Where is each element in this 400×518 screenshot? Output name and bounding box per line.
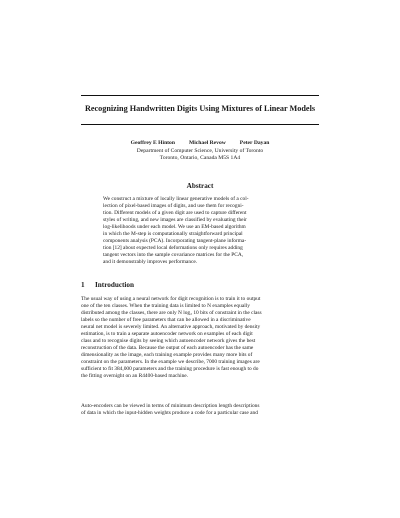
body-line: dimensionality as the image, each training example provides many more bits of bbox=[81, 352, 253, 358]
body-line: reconstruction of the data. Because the output of each autoencoder has the same bbox=[81, 345, 254, 351]
abstract-line: styles of writing, and new images are classified by evaluating their bbox=[103, 217, 247, 223]
author-names bbox=[60, 140, 340, 148]
body-line: The usual way of using a neural network for digit recognition is to train it to output bbox=[81, 296, 261, 302]
abstract-line: We construct a mixture of locally linear generative models of a col- bbox=[103, 196, 249, 202]
title-top-rule bbox=[81, 95, 319, 96]
section-title: Introduction bbox=[95, 281, 135, 289]
paper-title: Recognizing Handwritten Digits Using Mixtures of Linear Models bbox=[84, 104, 316, 113]
abstract-line: log-likelihoods under each model. We use an EM-based algorithm bbox=[103, 224, 246, 230]
body-line: estimation, is to train a separate autoencoder network on examples of each digit bbox=[81, 331, 253, 337]
body-line: neural net model is severely limited. An alternative approach, motivated by density bbox=[81, 324, 261, 330]
abstract-heading: Abstract bbox=[186, 182, 214, 190]
section-number: 1 bbox=[81, 281, 85, 289]
author-block bbox=[60, 140, 340, 163]
section-heading bbox=[81, 281, 134, 290]
body-line: distributed among the classes, there are only N log₂ 10 bits of constraint in the class bbox=[81, 310, 262, 316]
author-affiliation: Department of Computer Science, University of Toronto bbox=[136, 147, 264, 154]
abstract-line: tion. Different models of a given digit are used to capture different bbox=[103, 210, 247, 216]
abstract-line: in which the M-step is computationally straightforward principal bbox=[103, 231, 243, 237]
body-line: the fitting overnight on an R4400-based machine. bbox=[81, 373, 189, 379]
author-address: Toronto, Ontario, Canada M5S 1A4 bbox=[159, 155, 241, 162]
body-line: of data in which the input-hidden weights produce a code for a particular case and bbox=[81, 410, 258, 416]
body-line: class and to recognise digits by seeing which autoencoder network gives the best bbox=[81, 338, 256, 344]
abstract-line: tion [12] about expected local deformations only requires adding bbox=[103, 245, 243, 251]
body-line: constraint on the parameters. In the example we describe, 7000 training images are bbox=[81, 359, 260, 365]
abstract-line: tangent vectors into the sample covariance matrices for the PCA, bbox=[103, 252, 244, 258]
body-line: Auto-encoders can be viewed in terms of minimum description length descriptions bbox=[81, 403, 260, 409]
abstract-line: lection of pixel-based images of digits, and use them for recogni- bbox=[103, 203, 244, 209]
author-name: Peter Dayan bbox=[239, 140, 270, 146]
abstract-text bbox=[103, 196, 297, 266]
body-line: labels so the number of free parameters that can be allowed in a discriminative bbox=[81, 317, 251, 323]
body-line: sufficient to fit 384,000 parameters and the training procedure is fast enough to do bbox=[81, 366, 259, 372]
author-name: Geoffrey E Hinton bbox=[130, 140, 175, 146]
author-name: Michael Revow bbox=[188, 140, 226, 146]
intro-paragraph-1 bbox=[81, 296, 319, 380]
intro-paragraph-2 bbox=[81, 403, 319, 417]
abstract-line: and it demonstrably improves performance. bbox=[103, 259, 198, 265]
body-line: one of the ten classes. When the training data is limited to N examples equally bbox=[81, 303, 250, 309]
abstract-line: components analysis (PCA). Incorporating tangent-plane informa- bbox=[103, 238, 247, 244]
title-bottom-rule bbox=[81, 124, 319, 125]
